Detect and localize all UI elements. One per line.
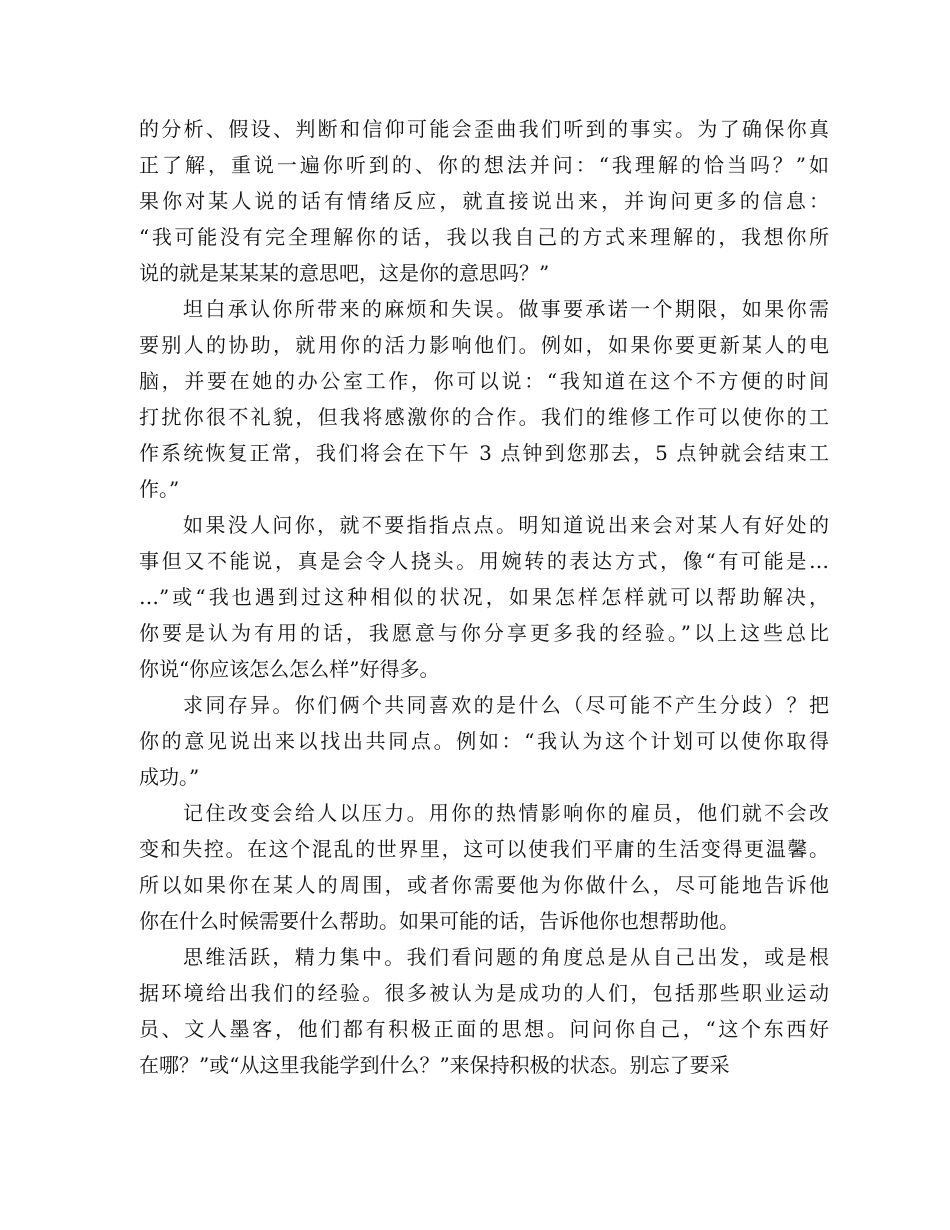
text-line: 你的意见说出来以找出共同点。例如：“我认为这个计划可以使你取得 — [139, 729, 829, 753]
text-line: “我可能没有完全理解你的话，我以我自己的方式来理解的，我想你所 — [139, 225, 829, 249]
text-line: 你说“你应该怎么怎么样”好得多。 — [139, 657, 440, 681]
paragraph — [139, 291, 829, 507]
paragraph — [139, 795, 829, 939]
text-line: 作系统恢复正常，我们将会在下午 3 点钟到您那去，5 点钟就会结束工 — [139, 441, 829, 465]
text-line: 在哪？”或“从这里我能学到什么？”来保持积极的状态。别忘了要采 — [139, 1053, 730, 1077]
text-line: 变和失控。在这个混乱的世界里，这可以使我们平庸的生活变得更温馨。 — [139, 837, 829, 861]
document-body — [139, 111, 829, 1083]
text-line: 记住改变会给人以压力。用你的热情影响你的雇员，他们就不会改 — [183, 801, 829, 825]
text-line: 思维活跃，精力集中。我们看问题的角度总是从自己出发，或是根 — [183, 945, 829, 969]
text-line: 脑，并要在她的办公室工作，你可以说：“我知道在这个不方便的时间 — [139, 369, 829, 393]
paragraph — [139, 687, 829, 795]
text-line: 的分析、假设、判断和信仰可能会歪曲我们听到的事实。为了确保你真 — [139, 117, 829, 141]
text-line: 果你对某人说的话有情绪反应，就直接说出来，并询问更多的信息： — [139, 189, 829, 213]
paragraph — [139, 111, 829, 291]
text-line: 员、文人墨客，他们都有积极正面的思想。问问你自己，“这个东西好 — [139, 1017, 829, 1041]
text-line: 坦白承认你所带来的麻烦和失误。做事要承诺一个期限，如果你需 — [183, 297, 829, 321]
text-line: 据环境给出我们的经验。很多被认为是成功的人们，包括那些职业运动 — [139, 981, 829, 1005]
text-line: 作。” — [139, 477, 180, 501]
paragraph — [139, 507, 829, 687]
text-line: 如果没人问你，就不要指指点点。明知道说出来会对某人有好处的 — [183, 513, 829, 537]
text-line: 说的就是某某某的意思吧，这是你的意思吗？” — [139, 261, 550, 285]
text-line: 事但又不能说，真是会令人挠头。用婉转的表达方式，像“有可能是… — [139, 549, 829, 573]
text-line: 要别人的协助，就用你的活力影响他们。例如，如果你要更新某人的电 — [139, 333, 829, 357]
text-line: …”或“我也遇到过这种相似的状况，如果怎样怎样就可以帮助解决， — [139, 585, 829, 609]
text-line: 正了解，重说一遍你听到的、你的想法并问：“我理解的恰当吗？”如 — [139, 153, 829, 177]
text-line: 求同存异。你们俩个共同喜欢的是什么（尽可能不产生分歧）？把 — [183, 693, 829, 717]
text-line: 你在什么时候需要什么帮助。如果可能的话，告诉他你也想帮助他。 — [139, 909, 739, 933]
text-line: 所以如果你在某人的周围，或者你需要他为你做什么，尽可能地告诉他 — [139, 873, 829, 897]
text-line: 你要是认为有用的话，我愿意与你分享更多我的经验。”以上这些总比 — [139, 621, 829, 645]
text-line: 打扰你很不礼貌，但我将感激你的合作。我们的维修工作可以使你的工 — [139, 405, 829, 429]
text-line: 成功。” — [139, 765, 200, 789]
paragraph — [139, 939, 829, 1083]
